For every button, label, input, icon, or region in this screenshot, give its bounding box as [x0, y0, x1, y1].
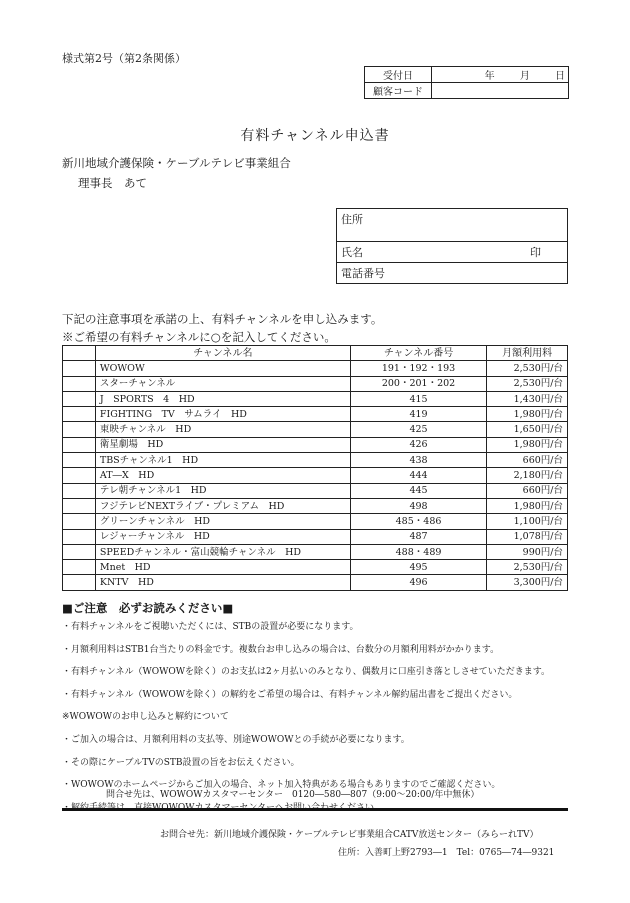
- addressee-organization: 新川地域介護保険・ケーブルテレビ事業組合: [62, 156, 291, 170]
- channel-number: 438: [350, 453, 486, 468]
- customer-code-label: 顧客コード: [365, 83, 432, 99]
- channel-row: [63, 407, 568, 422]
- channel-row: [63, 544, 568, 559]
- channel-monthly-fee: 2,530円/台: [487, 361, 568, 376]
- receipt-day-label: 日: [555, 71, 565, 82]
- channel-number: 487: [350, 529, 486, 544]
- channel-selection-mark[interactable]: [63, 560, 96, 575]
- channel-selection-mark[interactable]: [63, 391, 96, 406]
- channel-number: 444: [350, 468, 486, 483]
- channel-table-header: [63, 346, 568, 361]
- channel-row: [63, 437, 568, 452]
- channel-name: KNTV HD: [95, 575, 350, 590]
- channel-row: [63, 575, 568, 590]
- channel-name: フジテレビNEXTライブ・プレミアム HD: [95, 498, 350, 513]
- channel-table: [62, 345, 568, 591]
- channel-selection-mark[interactable]: [63, 407, 96, 422]
- channel-monthly-fee: 1,980円/台: [487, 437, 568, 452]
- channel-selection-mark[interactable]: [63, 468, 96, 483]
- channel-name: FIGHTING TV サムライ HD: [95, 407, 350, 422]
- channel-number: 488・489: [350, 544, 486, 559]
- channel-name: スターチャンネル: [95, 376, 350, 391]
- channel-row: [63, 483, 568, 498]
- receipt-date-label: 受付日: [365, 67, 432, 83]
- receipt-date-field[interactable]: [432, 67, 569, 83]
- channel-number: 200・201・202: [350, 376, 486, 391]
- channel-selection-mark[interactable]: [63, 544, 96, 559]
- form-title: 有料チャンネル申込書: [240, 128, 390, 144]
- channel-monthly-fee: 1,100円/台: [487, 514, 568, 529]
- channel-name: テレ朝チャンネル1 HD: [95, 483, 350, 498]
- channel-selection-mark[interactable]: [63, 498, 96, 513]
- channel-monthly-fee: 990円/台: [487, 544, 568, 559]
- channel-monthly-fee: 2,180円/台: [487, 468, 568, 483]
- footer-address: 住所：入善町上野2793―1 Tel：0765―74―9321: [338, 848, 555, 858]
- caution-note: ・その際にケーブルTVのSTB設置の旨をお伝えください。: [62, 757, 300, 768]
- channel-monthly-fee: 1,980円/台: [487, 498, 568, 513]
- channel-row: [63, 361, 568, 376]
- channel-number: 425: [350, 422, 486, 437]
- channel-name: レジャーチャンネル HD: [95, 529, 350, 544]
- channel-monthly-fee: 1,650円/台: [487, 422, 568, 437]
- channel-row: [63, 391, 568, 406]
- header-monthly-fee: 月額利用料: [487, 346, 568, 361]
- header-mark-column: [63, 346, 96, 361]
- addressee-person: 理事長 あて: [78, 176, 147, 190]
- channel-name: J SPORTS 4 HD: [95, 391, 350, 406]
- channel-row: [63, 468, 568, 483]
- channel-name: WOWOW: [95, 361, 350, 376]
- channel-number: 485・486: [350, 514, 486, 529]
- channel-monthly-fee: 1,980円/台: [487, 407, 568, 422]
- channel-number: 498: [350, 498, 486, 513]
- channel-selection-mark[interactable]: [63, 437, 96, 452]
- applicant-box: [336, 208, 568, 284]
- channel-name: SPEEDチャンネル・富山競輪チャンネル HD: [95, 544, 350, 559]
- channel-name: AT―X HD: [95, 468, 350, 483]
- channel-selection-mark[interactable]: [63, 483, 96, 498]
- channel-number: 419: [350, 407, 486, 422]
- caution-note: ・有料チャンネルをご視聴いただくには、STBの設置が必要になります。: [62, 622, 359, 632]
- channel-row: [63, 422, 568, 437]
- channel-number: 426: [350, 437, 486, 452]
- channel-monthly-fee: 3,300円/台: [487, 575, 568, 590]
- channel-row: [63, 529, 568, 544]
- channel-name: 東映チャンネル HD: [95, 422, 350, 437]
- caution-note: ・WOWOWのホームページからご加入の場合、ネット加入特典がある場合もありますのでご確認ください。: [62, 780, 501, 791]
- channel-selection-mark[interactable]: [63, 514, 96, 529]
- channel-row: [63, 376, 568, 391]
- channel-monthly-fee: 660円/台: [487, 453, 568, 468]
- caution-heading: ■ご注意 必ずお読みください■: [62, 601, 234, 615]
- seal-label: 印: [530, 246, 541, 259]
- channel-selection-mark[interactable]: [63, 529, 96, 544]
- channel-number: 415: [350, 391, 486, 406]
- notice-line-1: 下記の注意事項を承諾の上、有料チャンネルを申し込みます。: [62, 312, 383, 326]
- channel-monthly-fee: 2,530円/台: [487, 376, 568, 391]
- caution-note: ・有料チャンネル（WOWOWを除く）のお支払は2ヶ月払いのみとなり、偶数月に口座引き落としさせていただきます。: [62, 667, 550, 678]
- receipt-year-label: 年: [484, 71, 495, 82]
- customer-code-field[interactable]: [432, 83, 569, 99]
- channel-selection-mark[interactable]: [63, 361, 96, 376]
- channel-row: [63, 560, 568, 575]
- channel-name: グリーンチャンネル HD: [95, 514, 350, 529]
- address-label: 住所: [341, 213, 363, 226]
- caution-note: ・解約手続等は、直接WOWOWカスタマーセンターへお問い合わせください。: [62, 802, 383, 813]
- caution-note: ・ご加入の場合は、月額利用料の支払等、別途WOWOWとの手続が必要になります。: [62, 734, 410, 745]
- form-number: 様式第2号（第2条関係）: [62, 52, 186, 65]
- channel-row: [63, 514, 568, 529]
- header-channel-number: チャンネル番号: [350, 346, 486, 361]
- notice-line-2: ※ご希望の有料チャンネルに○を記入してください。: [62, 330, 336, 344]
- address-field[interactable]: [337, 209, 568, 242]
- channel-selection-mark[interactable]: [63, 376, 96, 391]
- channel-name: Mnet HD: [95, 560, 350, 575]
- channel-selection-mark[interactable]: [63, 453, 96, 468]
- channel-selection-mark[interactable]: [63, 422, 96, 437]
- channel-selection-mark[interactable]: [63, 575, 96, 590]
- channel-monthly-fee: 1,078円/台: [487, 529, 568, 544]
- name-label: 氏名: [341, 246, 363, 259]
- phone-label: 電話番号: [341, 267, 385, 280]
- phone-field[interactable]: [337, 263, 568, 284]
- channel-monthly-fee: 660円/台: [487, 483, 568, 498]
- channel-name: 衛星劇場 HD: [95, 437, 350, 452]
- wowow-contact: 問合せ先は、WOWOWカスタマーセンター 0120―580―807（9:00～20:00/年中無休）: [106, 790, 480, 800]
- channel-number: 496: [350, 575, 486, 590]
- receipt-month-label: 月: [519, 71, 530, 82]
- channel-monthly-fee: 2,530円/台: [487, 560, 568, 575]
- wowow-note-heading: ※WOWOWのお申し込みと解約について: [62, 712, 229, 723]
- channel-number: 445: [350, 483, 486, 498]
- name-field[interactable]: [337, 242, 568, 263]
- channel-row: [63, 453, 568, 468]
- footer-inquiry: お問合せ先：新川地域介護保険・ケーブルテレビ事業組合CATV放送センター（みらーれTV）: [160, 830, 539, 840]
- receipt-box: [364, 66, 569, 99]
- channel-monthly-fee: 1,430円/台: [487, 391, 568, 406]
- footer-divider: [62, 808, 568, 811]
- channel-name: TBSチャンネル1 HD: [95, 453, 350, 468]
- header-channel-name: チャンネル名: [95, 346, 350, 361]
- channel-number: 495: [350, 560, 486, 575]
- channel-row: [63, 498, 568, 513]
- caution-note: ・有料チャンネル（WOWOWを除く）の解約をご希望の場合は、有料チャンネル解約届出書をご提出ください。: [62, 689, 518, 700]
- channel-number: 191・192・193: [350, 361, 486, 376]
- caution-note: ・月額利用料はSTB1台当たりの料金です。複数台お申し込みの場合は、台数分の月額利用料がかかります。: [62, 644, 500, 655]
